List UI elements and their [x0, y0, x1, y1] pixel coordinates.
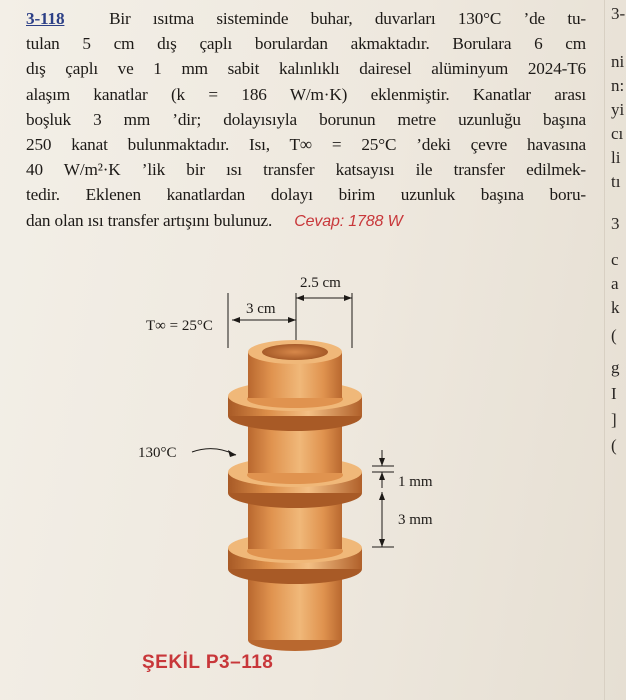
- problem-line-1: 3-118 Bir ısıtma sisteminde buhar, duvarları 130°C ’de tu-: [26, 9, 586, 28]
- problem-line-2: tulan 5 cm dış çaplı borulardan akmaktadır. Borulara 6 cm: [26, 34, 586, 54]
- adjacent-fragment: 3-: [611, 4, 626, 23]
- dimension-spacing: [372, 492, 433, 547]
- answer-text: Cevap: 1788 W: [294, 212, 403, 230]
- adjacent-fragment: a: [611, 274, 619, 293]
- adjacent-fragment: ni: [611, 52, 625, 71]
- adjacent-fragment: 3: [611, 214, 620, 233]
- adjacent-fragment: ]: [611, 410, 617, 429]
- problem-line-5: boşluk 3 mm ’dir; dolayısıyla borunun metre uzunluğu başına: [26, 109, 586, 129]
- problem-line-6: 250 kanat bulunmaktadır. Isı, T∞ = 25°C ’deki çevre havasına: [26, 135, 586, 155]
- problem-line-4: alaşım kanatlar (k = 186 W/m·K) eklenmiştir. Kanatlar arası: [26, 84, 586, 104]
- adjacent-fragment: (: [611, 326, 617, 345]
- adjacent-fragment: tı: [611, 172, 621, 191]
- adjacent-fragment: (: [611, 436, 617, 455]
- label-wall: 130°C: [138, 445, 177, 461]
- adjacent-fragment: li: [611, 148, 621, 167]
- adjacent-fragment: n:: [611, 76, 625, 95]
- problem-line-8: tedir. Eklenen kanatlardan dolayı birim uzunluk başına boru-: [26, 185, 586, 205]
- problem-line-7: 40 W/m²·K ’lik bir ısı transfer katsayısı ile transfer edilmek-: [26, 160, 586, 180]
- dimension-thickness: [372, 450, 433, 490]
- problem-line-9: dan olan ısı transfer artışını bulunuz. Cevap: 1788 W: [26, 210, 403, 230]
- adjacent-fragment: k: [611, 298, 620, 317]
- adjacent-fragment: g: [611, 358, 620, 377]
- label-inner: 3 cm: [246, 301, 276, 317]
- label-ambient: T∞ = 25°C: [146, 318, 213, 334]
- dimension-inner: [232, 301, 296, 323]
- pipe-body: [228, 340, 362, 651]
- label-outer: 2.5 cm: [300, 275, 341, 291]
- label-thickness: 1 mm: [398, 474, 433, 490]
- figure-caption: ŞEKİL P3–118: [142, 652, 274, 673]
- wall-temperature-pointer: [138, 445, 236, 461]
- adjacent-fragment: c: [611, 250, 619, 269]
- problem-line-3: dış çaplı ve 1 mm sabit kalınlıklı dairesel alüminyum 2024-T6: [26, 59, 586, 79]
- problem-number: 3-118: [26, 9, 65, 28]
- pipe-bore: [262, 344, 328, 360]
- adjacent-fragment: yi: [611, 100, 625, 119]
- adjacent-fragment: I: [611, 384, 617, 403]
- adjacent-fragment: cı: [611, 124, 624, 143]
- label-spacing: 3 mm: [398, 512, 433, 528]
